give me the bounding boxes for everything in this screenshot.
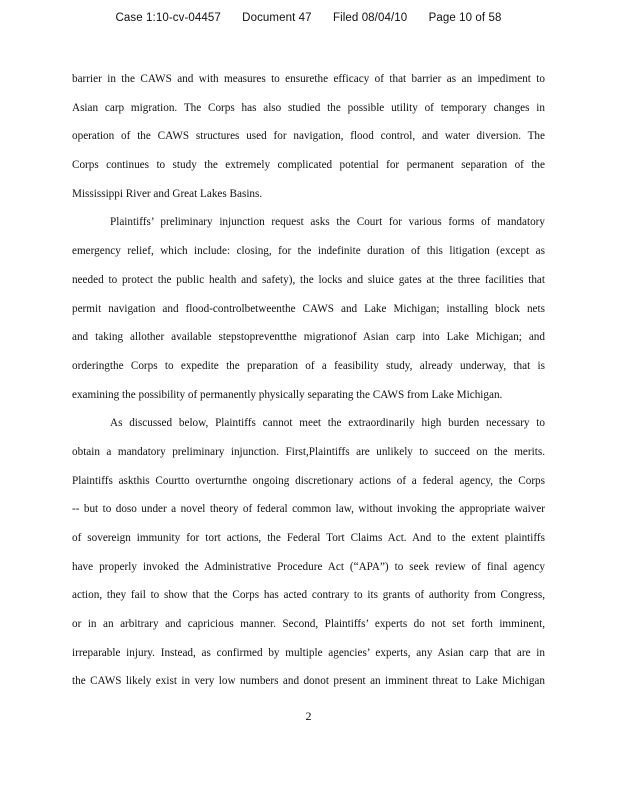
text-line: the CAWS likely exist in very low numbers and donot present an imminent threat to Lake Michigan <box>72 675 545 688</box>
paragraph <box>72 70 545 213</box>
page-count: Page 10 of 58 <box>428 12 502 24</box>
text-line: Asian carp migration. The Corps has also studied the possible utility of temporary changes in <box>72 101 545 114</box>
text-line: Plaintiffs’ preliminary injunction request asks the Court for various forms of mandatory <box>110 216 545 229</box>
text-line: action, they fail to show that the Corps has acted contrary to its grants of authority from Congress, <box>72 589 545 602</box>
text-line: irreparable injury. Instead, as confirmed by multiple agencies’ experts, any Asian carp that are in <box>72 646 545 659</box>
text-line: Mississippi River and Great Lakes Basins. <box>72 187 263 200</box>
text-line: of sovereign immunity for tort actions, the Federal Tort Claims Act. And to the extent plaintiffs <box>72 532 545 544</box>
paragraph <box>72 414 545 701</box>
text-line: permit navigation and flood-controlbetweenthe CAWS and Lake Michigan; installing block nets <box>72 302 545 315</box>
text-line: barrier in the CAWS and with measures to ensurethe efficacy of that barrier as an impediment to <box>72 73 545 85</box>
document-number: Document 47 <box>242 12 312 24</box>
text-line: emergency relief, which include: closing, for the indefinite duration of this litigation (except as <box>72 245 545 258</box>
document-body <box>72 70 545 701</box>
text-line: As discussed below, Plaintiffs cannot meet the extraordinarily high burden necessary to <box>110 417 545 430</box>
paragraph <box>72 213 545 414</box>
filed-date: Filed 08/04/10 <box>332 12 408 24</box>
text-line: examining the possibility of permanently physically separating the CAWS from Lake Michigan. <box>72 388 503 401</box>
text-line: operation of the CAWS structures used for navigation, flood control, and water diversion. The <box>72 130 545 143</box>
text-line: or in an arbitrary and capricious manner. Second, Plaintiffs’ experts do not set forth imminent, <box>72 618 545 631</box>
ecf-header <box>0 12 617 24</box>
text-line: needed to protect the public health and safety), the locks and sluice gates at the three facilities that <box>72 273 545 286</box>
text-line: -- but to doso under a novel theory of federal common law, without invoking the appropriate waiver <box>72 503 545 516</box>
text-line: orderingthe Corps to expedite the preparation of a feasibility study, already underway, that is <box>72 359 545 372</box>
text-line: have properly invoked the Administrative Procedure Act (“APA”) to seek review of final agency <box>72 560 545 573</box>
text-line: and taking allother available stepstopreventthe migrationof Asian carp into Lake Michigan; and <box>72 331 545 344</box>
text-line: Corps continues to study the extremely complicated potential for permanent separation of the <box>72 159 545 172</box>
text-line: Plaintiffs askthis Courtto overturnthe ongoing discretionary actions of a federal agency, the Corps <box>72 474 545 487</box>
text-line: obtain a mandatory preliminary injunction. First,Plaintiffs are unlikely to succeed on the merits. <box>72 445 545 458</box>
case-number: Case 1:10-cv-04457 <box>115 12 221 24</box>
page-number: 2 <box>305 709 312 723</box>
